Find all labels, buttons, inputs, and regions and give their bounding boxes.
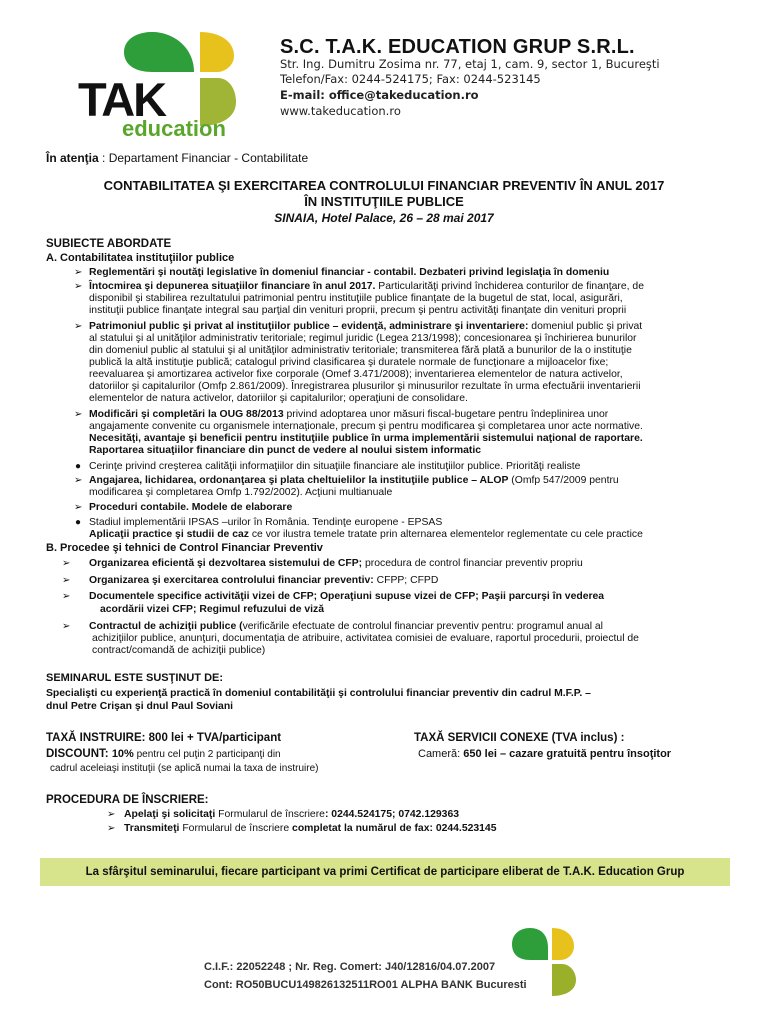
registration-step-2-bold: Transmiteţi [124, 823, 180, 834]
bullet-icon: ● [75, 517, 82, 528]
section-a-item-2-line2: disponibil şi stabilirea rezultatului patrimonial pentru instituţiile publice finanţate de la bugetul de stat, local, asigurări, [89, 293, 623, 304]
section-a-item-6-bold: Angajarea, lichidarea, ordonanţarea şi plata cheltuielilor la instituţiile publice – ALOP [89, 475, 509, 486]
section-b-item-4-line3: contract/comandă de achiziţii publice) [92, 645, 266, 656]
section-a-item-3-line4: publică la altă instituţie publică; catalogul privind clasificarea şi duratele normale de funcţionare a mijloacelor fixe; [89, 357, 609, 368]
certificate-banner-text: La sfârşitul seminarului, fiecare participant va primi Certificat de participare eliberat de T.A.K. Education Grup [85, 866, 685, 878]
section-b-item-2 [89, 575, 438, 587]
section-a-item-2-line3: instituţii publice finanţate integral sau parţial din venituri proprii, precum şi pentru activităţi finanţate din venituri proprii [89, 305, 627, 316]
section-a-item-6-line2: modificarea şi completarea Omfp 1.792/2002). Acţiuni multianuale [89, 487, 393, 498]
registration-phone[interactable]: : 0244.524175; 0742.129363 [324, 809, 459, 820]
section-a-item-3-line5: reevaluarea şi amortizarea activelor fixe corporale (Omef 3.471/2008); inventarierea elementelor de natura activelor, [89, 369, 623, 380]
document-subtitle: SINAIA, Hotel Palace, 26 – 28 mai 2017 [274, 211, 494, 225]
company-address: Str. Ing. Dumitru Zosima nr. 77, etaj 1, cam. 9, sector 1, Bucureşti [280, 57, 660, 71]
section-a-item-2 [89, 281, 644, 293]
arrow-bullet-icon: ➢ [74, 267, 83, 278]
section-a-item-3 [89, 321, 642, 333]
arrow-bullet-icon: ➢ [62, 575, 71, 586]
logo-tak-text: TAK [78, 73, 166, 126]
registration-fax: completat la numărul de fax: 0244.523145 [292, 823, 497, 834]
company-email[interactable]: E-mail: office@takeducation.ro [280, 88, 479, 102]
seminar-heading: SEMINARUL ESTE SUSŢINUT DE: [46, 672, 224, 684]
arrow-bullet-icon: ➢ [74, 281, 83, 292]
arrow-bullet-icon: ➢ [107, 823, 116, 834]
section-a-item-4-line3: Necesităţi, avantaje şi beneficii pentru instituţiile publice în urma implementării sistemului naţional de raportare. [89, 433, 643, 444]
section-a-item-9-text: ce vor ilustra temele tratate prin alternarea elementelor reglementate cu cele practice [248, 529, 643, 540]
section-a-item-3-bold: Patrimoniul public şi privat al instituţiilor publice – evidenţă, administrare şi inventariere: [89, 321, 529, 332]
section-b-item-1-text: procedura de control financiar preventiv propriu [362, 558, 583, 569]
document-title-line1: CONTABILITATEA ŞI EXERCITAREA CONTROLULUI FINANCIAR PREVENTIV ÎN ANUL 2017 [103, 178, 665, 193]
arrow-bullet-icon: ➢ [74, 409, 83, 420]
section-a-item-5: Cerinţe privind creşterea calităţii informaţiilor din situaţiile financiare ale instituţiilor publice. Priorităţi realiste [89, 461, 581, 472]
registration-step-2 [124, 823, 497, 835]
attention-line [46, 151, 308, 165]
section-a-item-3-line3: din domeniul public al statului şi al unităţilor administrativ teritoriale; transmiterea fără plată a bunurilor de la o instituţie [89, 345, 632, 356]
section-a-item-1: Reglementări şi noutăţi legislative în domeniul financiar - contabil. Dezbateri privind legislaţia în domeniu [89, 267, 610, 278]
section-b-item-4 [89, 621, 603, 633]
section-b-item-4-line2: achiziţiilor publice, anunţuri, documentaţia de atribuire, activitatea comisiei de evaluare, raportul procedurii, proiectul de [92, 633, 639, 644]
section-a-item-8: Stadiul implementării IPSAS –urilor în România. Tendinţe europene - EPSAS [89, 517, 443, 528]
section-b-item-4-text: verificările efectuate de controlul financiar preventiv pentru: programul anual al [242, 621, 603, 632]
company-phone: Telefon/Fax: 0244-524175; Fax: 0244-523145 [280, 72, 541, 86]
section-a-item-4-line2: angajamente convenite cu organismele internaţionale, precum şi pentru modificarea şi completarea unor acte normative. [89, 421, 643, 432]
attention-value: : Departament Financiar - Contabilitate [98, 151, 309, 165]
section-a-item-9-bold: Aplicaţii practice şi studii de caz [89, 529, 249, 540]
section-b-item-3-line2: acordării vizei CFP; Regimul refuzului de viză [100, 604, 325, 615]
seminar-line1: Specialişti cu experienţă practică în domeniul contabilităţii şi controlului financiar preventiv din cadrul M.F.P. – [46, 688, 591, 699]
section-a-heading: A. Contabilitatea instituţiilor publice [46, 252, 235, 264]
arrow-bullet-icon: ➢ [62, 591, 71, 602]
section-a-item-9 [89, 529, 643, 541]
section-a-item-3-line2: al statului şi al unităţilor administrativ teritoriale; regimul juridic (Legea 213/1998); concesionarea şi închirierea bunurilor [89, 333, 637, 344]
section-a-item-3-line6: datoriilor şi capitalurilor (Omfp 2.861/2009). Înregistrarea plusurilor şi minusurilor rezultate în urma efectuării inventarierii [89, 381, 641, 392]
section-a-item-2-text: Particularităţi privind închiderea conturilor de finanţare, de [375, 281, 644, 292]
section-a-item-6 [89, 475, 619, 487]
section-a-item-4-text: privind adoptarea unor măsuri fiscal-bugetare pentru îndeplinirea unor [283, 409, 609, 420]
discount-text: pentru cel puţin 2 participanţi din [133, 749, 281, 760]
section-a-item-3-text: domeniul public şi privat [528, 321, 643, 332]
fee-training-label: TAXĂ INSTRUIRE: 800 lei + TVA/participant [46, 732, 282, 744]
section-b-item-4-bold: Contractul de achiziţii publice ( [89, 621, 243, 632]
certificate-banner [40, 858, 730, 886]
arrow-bullet-icon: ➢ [74, 321, 83, 332]
footer-bank-account: Cont: RO50BUCU149826132511RO01 ALPHA BANK Bucuresti [204, 979, 527, 991]
subjects-heading: SUBIECTE ABORDATE [46, 238, 172, 250]
section-b-item-1-bold: Organizarea eficientă şi dezvoltarea sistemului de CFP; [89, 558, 363, 569]
seminar-line2: dnul Petre Crişan şi dnul Paul Soviani [46, 701, 234, 712]
discount-line [46, 749, 281, 761]
company-logo [78, 28, 248, 140]
arrow-bullet-icon: ➢ [62, 558, 71, 569]
section-a-item-2-bold: Întocmirea şi depunerea situaţiilor financiare în anul 2017. [89, 281, 376, 292]
logo-education-text: education [122, 116, 226, 141]
arrow-bullet-icon: ➢ [74, 475, 83, 486]
section-a-item-4-bold: Modificări şi completări la OUG 88/2013 [89, 409, 284, 420]
section-b-item-1 [89, 558, 583, 570]
section-a-item-4 [89, 409, 608, 421]
discount-line2: cadrul aceleiaşi instituţii (se aplică numai la taxa de instruire) [50, 763, 319, 774]
fee-services-label: TAXĂ SERVICII CONEXE (TVA inclus) : [414, 732, 625, 744]
section-a-item-3-line7: elementelor de natura activelor, datoriilor şi capitalurilor; operaţiuni de consolidare. [89, 393, 468, 404]
room-line [418, 749, 671, 761]
document-title-line2: ÎN INSTITUŢIILE PUBLICE [304, 194, 464, 209]
section-b-item-2-text: CFPP; CFPD [373, 575, 439, 586]
discount-value: 10% [111, 748, 134, 760]
section-b-item-3: Documentele specifice activităţii vizei de CFP; Operaţiuni supuse vizei de CFP; Paşii parcurşi în vederea [89, 591, 605, 602]
room-label: Cameră: [418, 748, 464, 760]
section-a-item-7: Proceduri contabile. Modele de elaborare [89, 502, 293, 513]
arrow-bullet-icon: ➢ [62, 621, 71, 632]
company-name: S.C. T.A.K. EDUCATION GRUP S.R.L. [280, 36, 635, 58]
registration-step-1-text: Formularul de înscriere [215, 809, 325, 820]
bullet-icon: ● [75, 461, 82, 472]
section-a-item-4-line4: Raportarea situaţiilor financiare din punct de vedere al noului sistem informatic [89, 445, 482, 456]
registration-step-1 [124, 809, 459, 821]
company-website[interactable]: www.takeducation.ro [280, 104, 401, 118]
discount-label: DISCOUNT: [46, 748, 112, 760]
arrow-bullet-icon: ➢ [74, 502, 83, 513]
section-b-heading: B. Procedee şi tehnici de Control Financiar Preventiv [46, 542, 323, 554]
registration-heading: PROCEDURA DE ÎNSCRIERE: [46, 794, 209, 806]
registration-step-1-bold: Apelaţi şi solicitaţi [124, 809, 216, 820]
registration-step-2-text: Formularul de înscriere [179, 823, 293, 834]
section-b-item-2-bold: Organizarea şi exercitarea controlului financiar preventiv: [89, 575, 374, 586]
arrow-bullet-icon: ➢ [107, 809, 116, 820]
section-a-item-6-text: (Omfp 547/2009 pentru [508, 475, 619, 486]
footer-registration: C.I.F.: 22052248 ; Nr. Reg. Comert: J40/12816/04.07.2007 [204, 961, 496, 973]
attention-label: În atenţia [46, 151, 99, 165]
room-value: 650 lei – cazare gratuită pentru însoţitor [463, 748, 672, 760]
